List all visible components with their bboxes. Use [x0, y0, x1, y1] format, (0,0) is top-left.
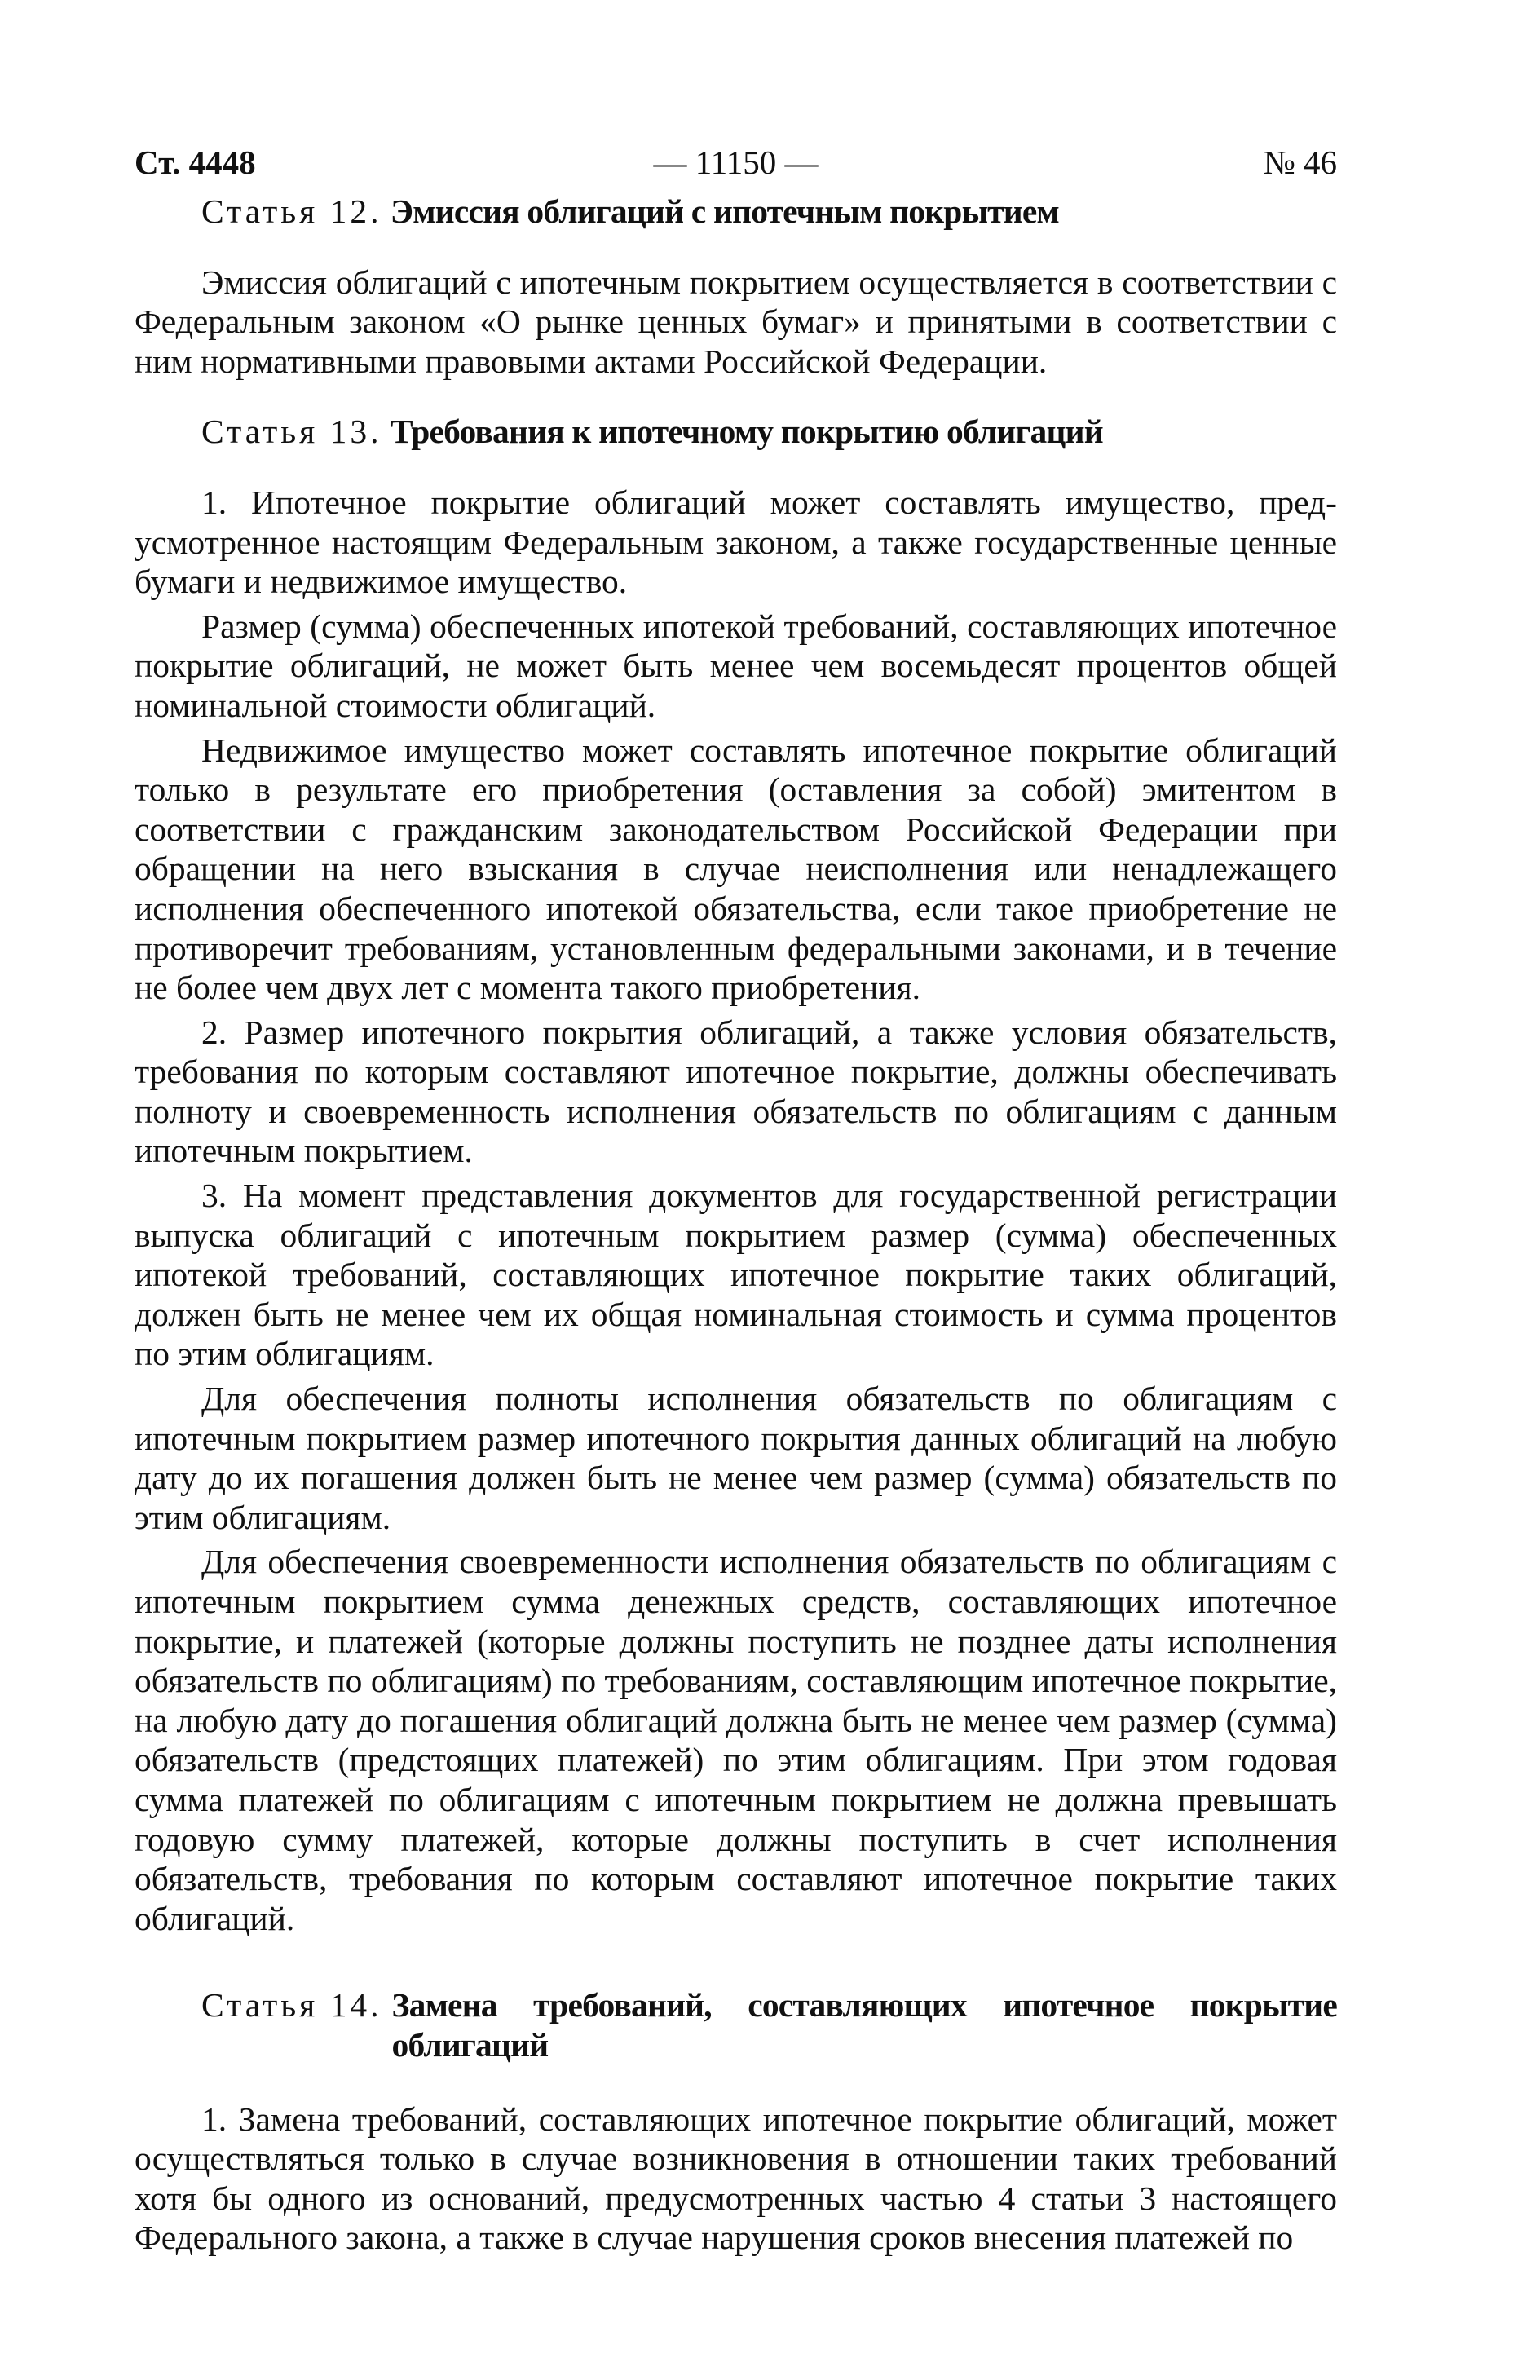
paragraph: Недвижимое имущество может составлять ипотечное покрытие облигаций только в результате его приобретения (оставления за собой) эмитентом в соответствии с гражданским законодательством Российской Федерации при обращении на него взыскания в случае неисполнения или ненадлежащего исполнения обеспеченного ипотекой обязательства, если такое приобретение не противоречит требованиям, установленным федеральными законами, и в течение не более чем двух лет с момента такого приобретения. — [135, 731, 1337, 1007]
article-heading — [135, 412, 1337, 452]
article-12 — [135, 192, 1337, 381]
page-reference: Ст. 4448 — [135, 144, 256, 181]
article-13 — [135, 412, 1337, 1938]
article-heading — [135, 1985, 1337, 2064]
article-title-line-1: Замена требований, составляющих ипотечное покрытие — [391, 1986, 1337, 2025]
issue-number: № 46 — [1263, 144, 1337, 181]
paragraph: 3. На момент представления документов для государственной регистрации выпуска облигаций с ипотечным покрытием размер (сумма) обеспеченных ипотекой требований, составляющих ипотечное покрытие таких облигаций, должен быть не менее чем их общая номинальная стоимость и сумма процентов по этим облигациям. — [135, 1177, 1337, 1373]
article-label: Статья 14. — [201, 1986, 382, 2025]
article-title — [382, 1985, 1337, 2064]
document-page — [135, 143, 1337, 2263]
article-title: Требования к ипотечному покрытию облигаций — [390, 413, 1103, 451]
running-header — [135, 143, 1337, 183]
paragraph: Для обеспечения своевременности исполнения обязательств по облигациям с ипотечным покрытием сумма денежных средств, составляющих ипотечное покрытие, и платежей (которые должны поступить не позднее даты исполнения обязательств по облигациям) по требованиям, составляющим ипотечное покрытие, на любую дату до погашения облигаций должна быть не менее чем размер (сумма) обязательств (предстоящих платежей) по этим облигациям. При этом годовая сумма платежей по облигациям с ипотечным покрытием не должна превышать годовую сумму платежей, которые должны поступить в счет исполнения обязательств, требования по которым составляют ипотечное покрытие таких облигаций. — [135, 1543, 1337, 1937]
paragraph: 1. Ипотечное покрытие облигаций может составлять имущество, предусмотренное настоящим Федеральным законом, а также государственные ценные бумаги и недвижимое имущество. — [135, 483, 1337, 601]
article-title: Эмиссия облигаций с ипотечным покрытием — [390, 192, 1059, 230]
article-heading — [135, 192, 1337, 232]
page-number: — 11150 — — [653, 144, 819, 181]
article-label: Статья 12. — [201, 192, 382, 230]
paragraph: Размер (сумма) обеспеченных ипотекой требований, составляющих ипотечное покрытие облигаций, не может быть менее чем восемьдесят процентов общей номинальной стоимости облигаций. — [135, 607, 1337, 724]
paragraph: 2. Размер ипотечного покрытия облигаций, а также условия обязательств, требования по которым составляют ипотечное покрытие, должны обеспечивать полноту и своевременность исполнения обязательств по облигациям с данным ипотечным покрытием. — [135, 1013, 1337, 1170]
paragraph: Эмиссия облигаций с ипотечным покрытием осуществляется в соответствии с Федеральным законом «О рынке ценных бумаг» и принятыми в соответствии с ним нормативными правовыми актами Российской Федерации. — [135, 263, 1337, 380]
paragraph: 1. Замена требований, составляющих ипотечное покрытие облигаций, может осуществляться только в случае возникновения в отношении таких требований хотя бы одного из оснований, предусмотренных частью 4 статьи 3 настоящего Федерального закона, а также в случае нарушения сроков внесения платежей по — [135, 2100, 1337, 2257]
article-14 — [135, 1985, 1337, 2258]
article-title-line-2: облигаций — [391, 2025, 549, 2064]
paragraph: Для обеспечения полноты исполнения обязательств по облигациям с ипотечным покрытием размер ипотечного покрытия данных облигаций на любую дату до их погашения должен быть не менее чем размер (сумма) обязательств по этим облигациям. — [135, 1380, 1337, 1536]
article-label: Статья 13. — [201, 413, 382, 451]
